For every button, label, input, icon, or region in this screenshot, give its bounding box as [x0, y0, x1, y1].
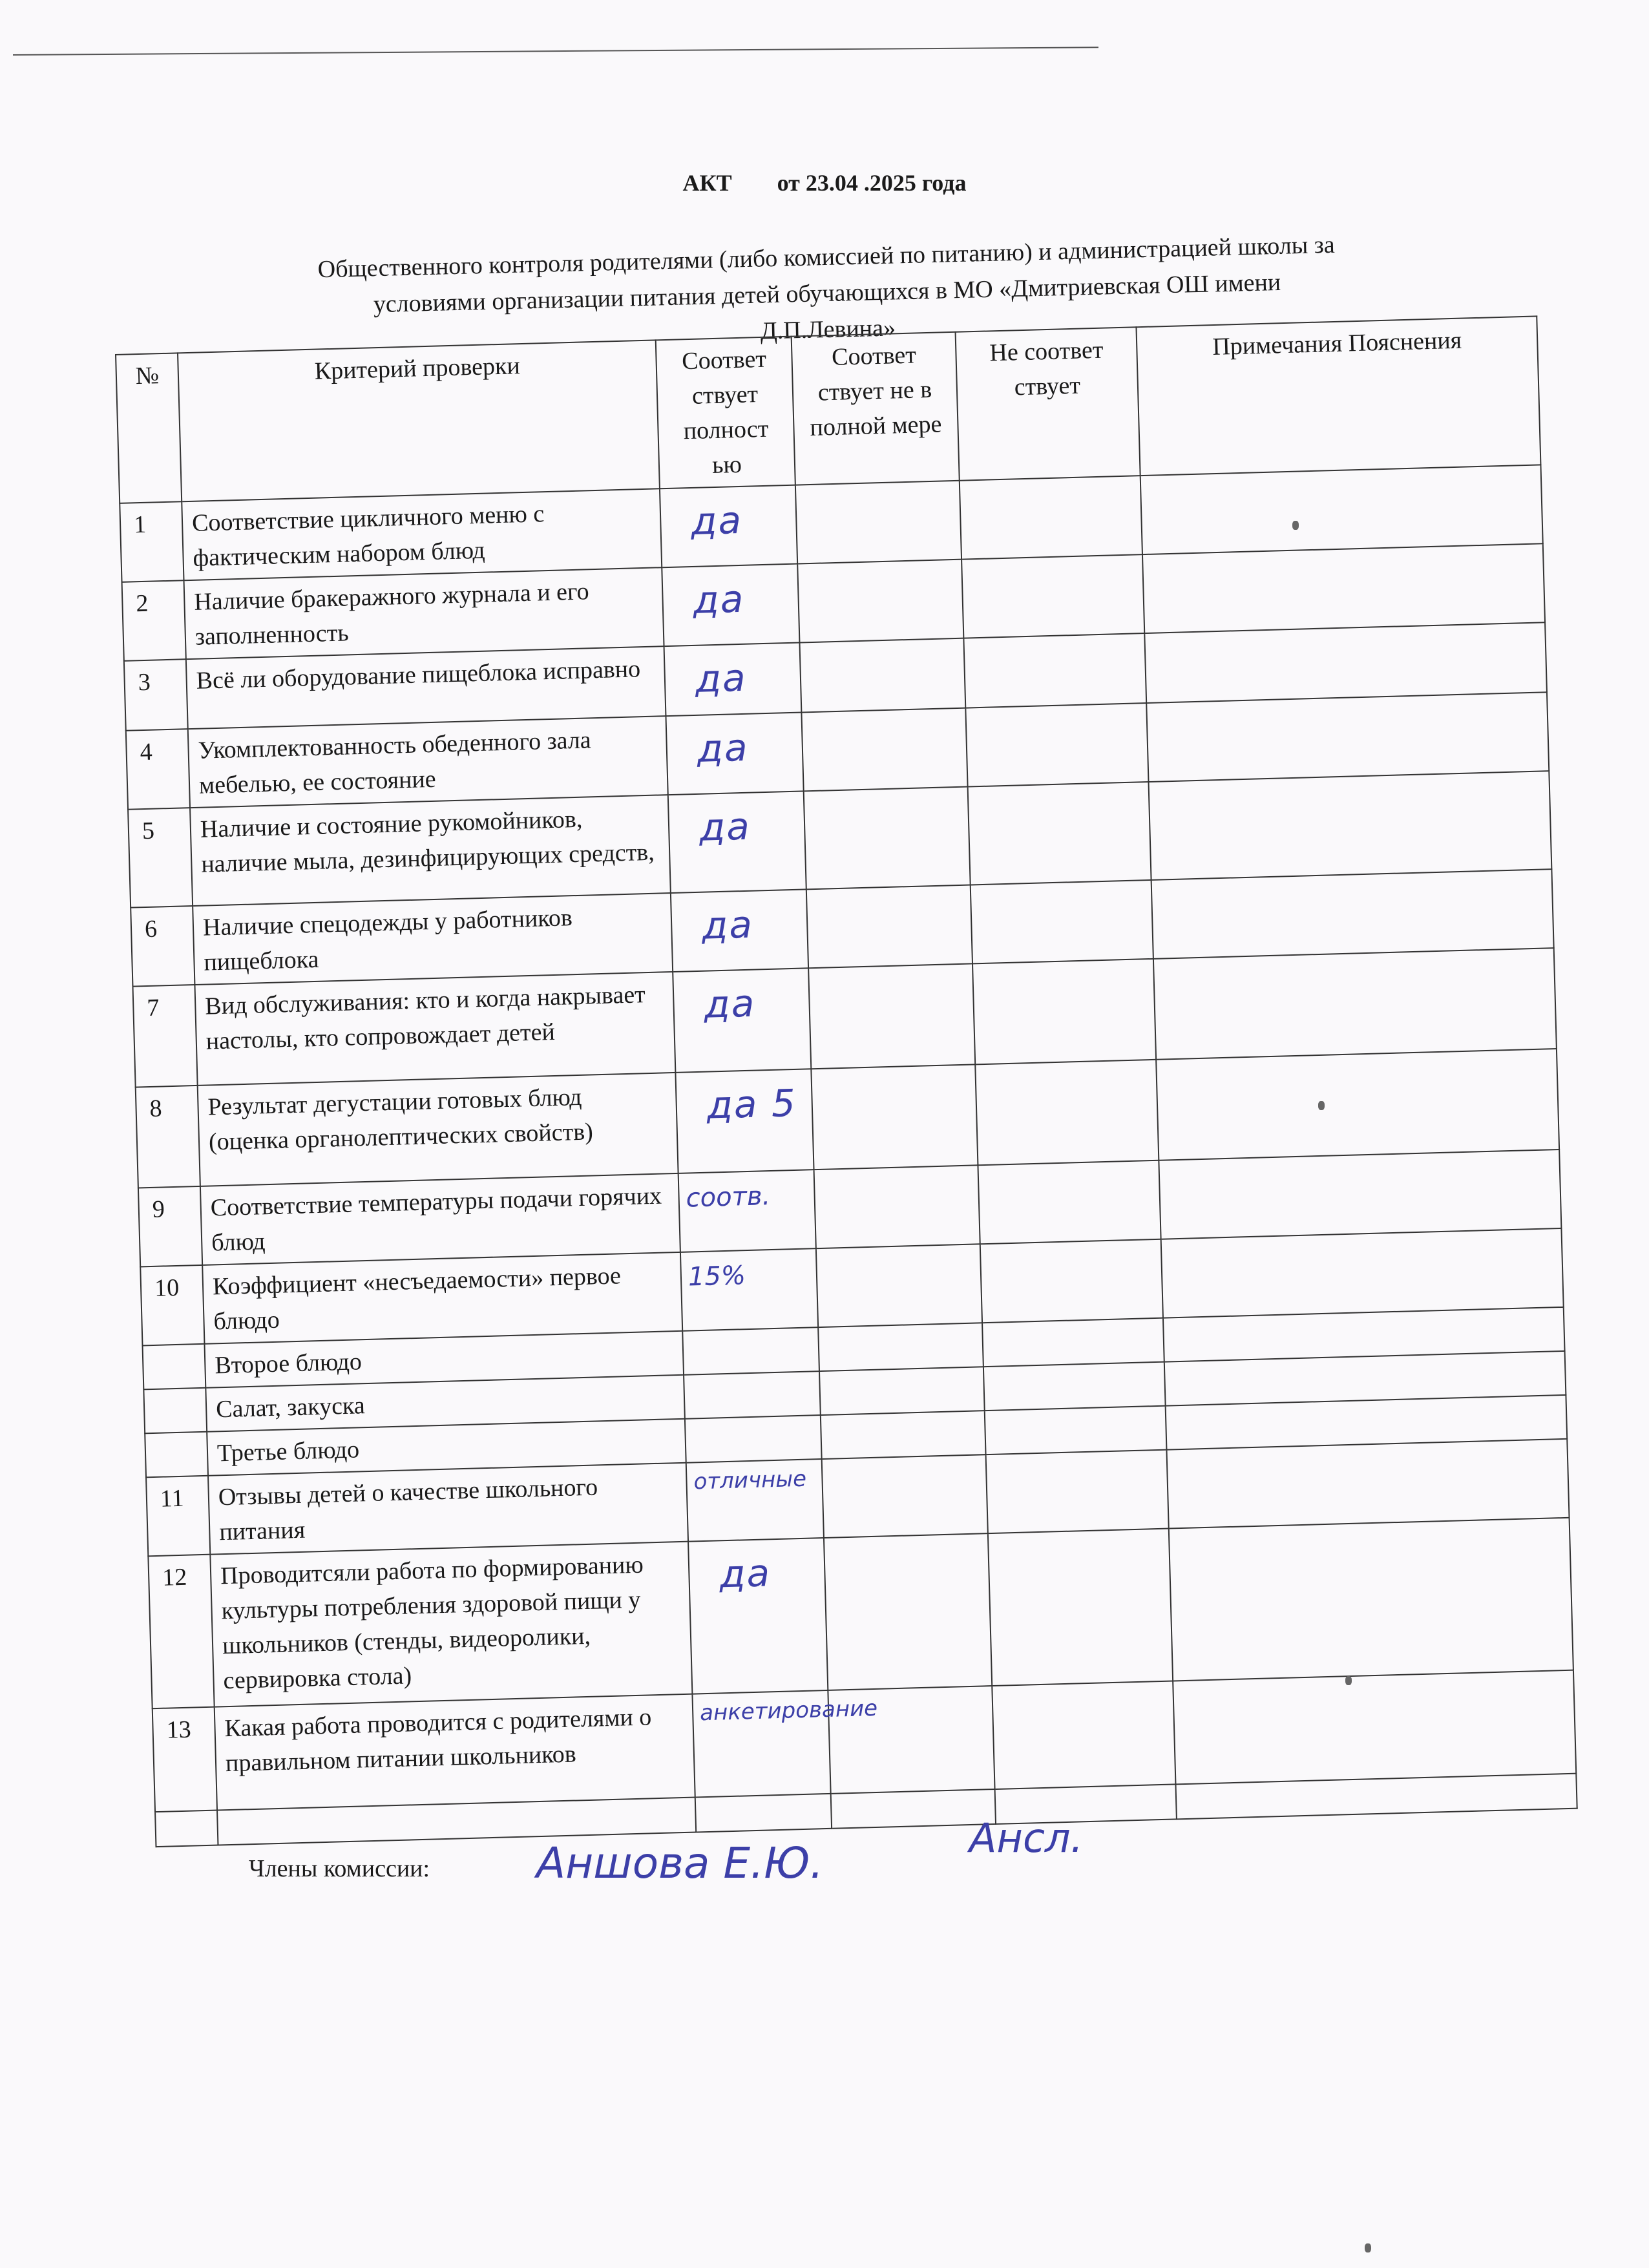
row-number: 4: [126, 729, 190, 810]
row-notes: [1169, 1518, 1573, 1681]
row-partial-compliance: [814, 1165, 980, 1248]
row-number: [143, 1344, 206, 1390]
row-full-compliance: отличные: [686, 1459, 824, 1542]
row-criterion: Наличие и состояние рукомойников, наличие мыла, дезинфицирующих средств,: [190, 795, 671, 906]
row-full-compliance: [685, 1415, 822, 1463]
row-criterion: Третье блюдо: [207, 1419, 686, 1476]
row-full-compliance: [684, 1371, 821, 1419]
row-full-compliance: да: [668, 791, 806, 893]
row-criterion: Вид обслуживания: кто и когда накрывает настолы, кто сопровождает детей: [194, 972, 675, 1086]
row-notes: [1144, 622, 1547, 703]
row-criterion: Проводитсяли работа по формированию культуры потребления здоровой пищи у школьников (стенды, видеоролики, сервировка стола): [210, 1542, 692, 1707]
row-full-compliance: да: [660, 485, 797, 568]
row-partial-compliance: [811, 1064, 978, 1170]
subtitle-line: Д.П.Левина»: [760, 314, 896, 345]
row-partial-compliance: [804, 787, 971, 890]
row-number: 1: [120, 501, 184, 582]
row-number: 12: [148, 1555, 214, 1709]
row-number: 8: [136, 1086, 200, 1188]
col-full-header: Соответ ствует полност ью: [656, 337, 795, 489]
row-partial-compliance: [822, 1454, 988, 1538]
row-non-compliance: [960, 476, 1142, 560]
col-partial-header: Соответ ствует не в полной мере: [792, 332, 960, 485]
act-date: от 23.04 .2025 года: [777, 170, 967, 196]
row-notes: [1166, 1439, 1569, 1529]
row-non-compliance: [992, 1681, 1175, 1789]
row-full-compliance: 15%: [680, 1248, 818, 1331]
row-non-compliance: [983, 1362, 1166, 1411]
row-number: 13: [152, 1707, 217, 1812]
row-full-compliance: соотв.: [678, 1170, 816, 1252]
member-name-handwritten: Аншова Е.Ю.: [536, 1838, 824, 1888]
row-criterion: Всё ли оборудование пищеблока исправно: [186, 646, 666, 729]
row-number: [143, 1388, 207, 1434]
scan-speck: [1345, 1676, 1352, 1685]
row-partial-compliance: [801, 708, 967, 792]
row-full-compliance: [682, 1327, 819, 1375]
row-notes: [1151, 869, 1554, 959]
row-number: 10: [140, 1265, 204, 1346]
row-full-compliance: да: [673, 968, 811, 1073]
row-full-compliance: да: [671, 889, 808, 972]
row-non-compliance: [980, 1239, 1163, 1323]
row-number: 3: [124, 659, 188, 731]
row-number: 6: [131, 906, 194, 987]
scan-speck: [1318, 1101, 1325, 1110]
row-non-compliance: [982, 1318, 1164, 1367]
row-full-compliance: да: [664, 643, 802, 717]
row-notes: [1153, 948, 1557, 1060]
scan-edge-line: [13, 47, 1098, 56]
row-partial-compliance: [808, 963, 975, 1069]
row-non-compliance: [961, 554, 1144, 638]
member-signature: Ансл.: [969, 1814, 1084, 1862]
scan-speck: [1365, 2243, 1371, 2252]
inspection-table: [115, 315, 1578, 1847]
row-number: 9: [138, 1186, 202, 1267]
row-criterion: Соответствие цикличного меню с фактическим набором блюд: [182, 488, 662, 580]
inspection-sheet: [115, 315, 1577, 1847]
row-criterion: Коэффициент «несъедаемости» первое блюдо: [202, 1252, 682, 1344]
row-criterion: Результат дегустации готовых блюд (оценка органолептических свойств): [198, 1073, 678, 1186]
row-full-compliance: да: [688, 1538, 828, 1694]
row-non-compliance: [978, 1160, 1161, 1244]
row-notes: [1146, 692, 1549, 782]
commission-members-label: Члены комиссии:: [249, 1855, 430, 1882]
scan-speck: [1292, 521, 1299, 530]
row-partial-compliance: [797, 560, 963, 643]
row-non-compliance: [972, 959, 1156, 1065]
row-number: 11: [146, 1476, 210, 1557]
row-partial-compliance: [821, 1411, 986, 1459]
subtitle-line: условиями организации питания детей обучающихся в МО «Дмитриевская ОШ имени: [373, 268, 1281, 319]
row-criterion: Какая работа проводится с родителями о правильном питании школьников: [215, 1694, 695, 1811]
row-full-compliance: да: [666, 712, 803, 795]
document-title: [0, 169, 1649, 196]
row-non-compliance: [985, 1406, 1167, 1455]
row-number: 7: [132, 985, 197, 1087]
col-notes-header: Примечания Пояснения: [1136, 316, 1540, 476]
row-non-compliance: [971, 880, 1153, 964]
row-full-compliance: да: [662, 564, 799, 647]
row-number: 5: [128, 808, 193, 908]
row-notes: [1140, 465, 1543, 554]
col-number-header: №: [116, 353, 182, 503]
row-non-compliance: [988, 1529, 1173, 1686]
act-label: АКТ: [682, 170, 732, 196]
row-partial-compliance: [818, 1323, 983, 1371]
row-criterion: Второе блюдо: [204, 1331, 684, 1388]
row-notes: [1173, 1670, 1576, 1785]
row-notes: [1161, 1228, 1564, 1318]
row-criterion: Наличие спецодежды у работников пищеблока: [193, 893, 673, 985]
row-notes: [1148, 771, 1551, 880]
row-non-compliance: [986, 1450, 1169, 1534]
row-non-compliance: [965, 703, 1148, 787]
row-notes: [1159, 1150, 1561, 1239]
row-criterion: Отзывы детей о качестве школьного питания: [208, 1463, 688, 1555]
row-partial-compliance: [806, 885, 972, 968]
row-full-compliance: анкетирование: [692, 1690, 830, 1798]
row-partial-compliance: [824, 1533, 992, 1690]
col-criterion-header: Критерий проверки: [178, 340, 660, 501]
col-none-header: Не соответ ствует: [956, 327, 1140, 480]
row-criterion: Наличие бракеражного журнала и его заполненность: [184, 567, 664, 659]
row-notes: [1142, 543, 1545, 633]
row-criterion: Соответствие температуры подачи горячих блюд: [200, 1173, 680, 1265]
row-non-compliance: [963, 633, 1146, 708]
row-partial-compliance: [819, 1367, 985, 1415]
row-non-compliance: [968, 782, 1151, 885]
row-notes: [1156, 1049, 1559, 1160]
row-number: 2: [122, 580, 186, 661]
row-full-compliance: да 5: [675, 1069, 814, 1173]
row-criterion: Салат, закуска: [205, 1375, 685, 1432]
row-partial-compliance: [799, 638, 965, 713]
row-partial-compliance: [795, 481, 961, 564]
row-criterion: Укомплектованность обеденного зала мебелью, ее состояние: [188, 716, 668, 808]
row-non-compliance: [975, 1060, 1159, 1166]
subtitle-line: Общественного контроля родителями (либо комиссией по питанию) и администрацией школы за: [317, 231, 1336, 284]
row-partial-compliance: [816, 1244, 982, 1327]
row-number: [145, 1432, 208, 1478]
